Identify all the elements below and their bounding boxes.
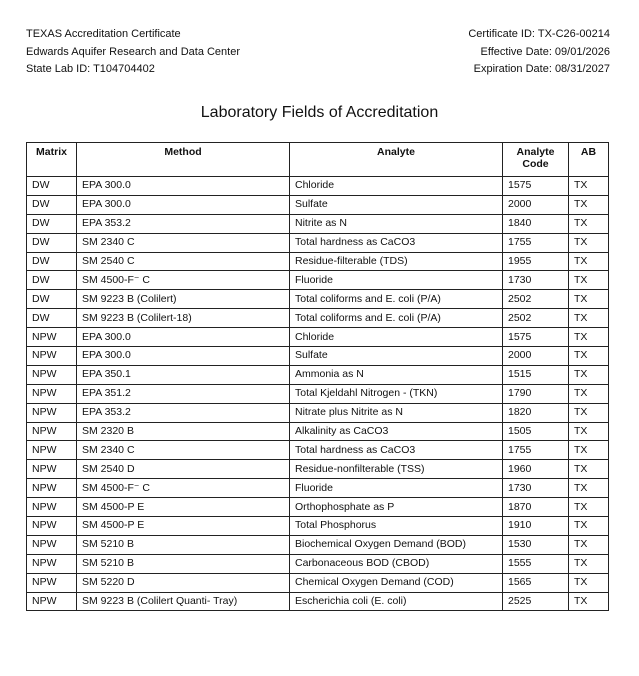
cell-ab: TX — [569, 535, 609, 554]
table-row — [27, 441, 609, 460]
cell-analyte-code: 1575 — [503, 177, 569, 196]
effective-date: Effective Date: 09/01/2026 — [480, 45, 610, 58]
cell-matrix: NPW — [27, 517, 77, 536]
cell-ab: TX — [569, 422, 609, 441]
cell-analyte-code: 1840 — [503, 214, 569, 233]
cell-method: SM 5210 B — [77, 535, 290, 554]
cell-method: SM 4500-F⁻ C — [77, 271, 290, 290]
cell-ab: TX — [569, 592, 609, 611]
cell-analyte-code: 1955 — [503, 252, 569, 271]
cell-matrix: DW — [27, 214, 77, 233]
table-row — [27, 328, 609, 347]
cell-analyte-code: 1820 — [503, 403, 569, 422]
table-row — [27, 479, 609, 498]
cell-ab: TX — [569, 573, 609, 592]
cell-method: EPA 353.2 — [77, 403, 290, 422]
table-row — [27, 498, 609, 517]
cell-matrix: NPW — [27, 441, 77, 460]
cell-matrix: DW — [27, 271, 77, 290]
certificate-info — [468, 26, 610, 79]
cell-method: SM 5210 B — [77, 554, 290, 573]
cell-analyte-code: 1755 — [503, 441, 569, 460]
table-row — [27, 271, 609, 290]
cell-ab: TX — [569, 365, 609, 384]
table-header — [27, 143, 609, 177]
cell-matrix: DW — [27, 290, 77, 309]
cell-analyte: Biochemical Oxygen Demand (BOD) — [290, 535, 503, 554]
table-row — [27, 535, 609, 554]
cell-method: EPA 350.1 — [77, 365, 290, 384]
cell-matrix: NPW — [27, 422, 77, 441]
cell-analyte-code: 1575 — [503, 328, 569, 347]
cell-method: EPA 300.0 — [77, 177, 290, 196]
expiration-date: Expiration Date: 08/31/2027 — [473, 63, 610, 75]
cell-matrix: NPW — [27, 460, 77, 479]
cell-analyte: Total Kjeldahl Nitrogen - (TKN) — [290, 384, 503, 403]
table-row — [27, 233, 609, 252]
certificate-id: Certificate ID: TX-C26-00214 — [468, 28, 610, 40]
cell-ab: TX — [569, 384, 609, 403]
cell-matrix: NPW — [27, 384, 77, 403]
cell-analyte-code: 2502 — [503, 290, 569, 309]
certificate-type: TEXAS Accreditation Certificate — [26, 28, 181, 40]
lab-name: Edwards Aquifer Research and Data Center — [26, 45, 241, 58]
cell-analyte: Escherichia coli (E. coli) — [290, 592, 503, 611]
lab-info — [26, 26, 240, 79]
cell-matrix: NPW — [27, 498, 77, 517]
cell-analyte-code: 1730 — [503, 271, 569, 290]
cell-analyte-code: 1755 — [503, 233, 569, 252]
cell-analyte: Alkalinity as CaCO3 — [290, 422, 503, 441]
table-row — [27, 384, 609, 403]
cell-ab: TX — [569, 290, 609, 309]
cell-analyte-code: 1910 — [503, 517, 569, 536]
cell-analyte: Total hardness as CaCO3 — [290, 233, 503, 252]
cell-matrix: DW — [27, 233, 77, 252]
cell-matrix: NPW — [27, 365, 77, 384]
cell-matrix: DW — [27, 252, 77, 271]
cell-ab: TX — [569, 195, 609, 214]
cell-analyte-code: 1555 — [503, 554, 569, 573]
cell-ab: TX — [569, 498, 609, 517]
cell-analyte: Chloride — [290, 328, 503, 347]
cell-analyte: Carbonaceous BOD (CBOD) — [290, 554, 503, 573]
table-row — [27, 347, 609, 366]
cell-ab: TX — [569, 177, 609, 196]
column-header-analyte: Analyte — [290, 143, 503, 177]
cell-ab: TX — [569, 328, 609, 347]
cell-method: SM 9223 B (Colilert Quanti- Tray) — [77, 592, 290, 611]
column-header-method: Method — [77, 143, 290, 177]
cell-analyte: Ammonia as N — [290, 365, 503, 384]
table-row — [27, 290, 609, 309]
cell-analyte: Fluoride — [290, 479, 503, 498]
cell-analyte: Total hardness as CaCO3 — [290, 441, 503, 460]
cell-matrix: NPW — [27, 554, 77, 573]
cell-ab: TX — [569, 347, 609, 366]
cell-matrix: DW — [27, 309, 77, 328]
cell-method: EPA 300.0 — [77, 328, 290, 347]
cell-ab: TX — [569, 271, 609, 290]
table-row — [27, 592, 609, 611]
cell-analyte: Sulfate — [290, 347, 503, 366]
cell-analyte: Chloride — [290, 177, 503, 196]
cell-method: SM 4500-P E — [77, 498, 290, 517]
cell-matrix: NPW — [27, 328, 77, 347]
table-row — [27, 403, 609, 422]
table-row — [27, 460, 609, 479]
cell-analyte-code: 2000 — [503, 195, 569, 214]
cell-ab: TX — [569, 233, 609, 252]
table-row — [27, 309, 609, 328]
cell-method: SM 2540 D — [77, 460, 290, 479]
cell-matrix: NPW — [27, 347, 77, 366]
cell-method: SM 9223 B (Colilert) — [77, 290, 290, 309]
table-row — [27, 573, 609, 592]
table-row — [27, 554, 609, 573]
cell-method: SM 2340 C — [77, 441, 290, 460]
cell-analyte: Sulfate — [290, 195, 503, 214]
cell-ab: TX — [569, 554, 609, 573]
cell-matrix: NPW — [27, 403, 77, 422]
cell-ab: TX — [569, 214, 609, 233]
table-row — [27, 252, 609, 271]
cell-analyte-code: 1870 — [503, 498, 569, 517]
page-title: Laboratory Fields of Accreditation — [200, 104, 439, 121]
table-row — [27, 195, 609, 214]
cell-analyte: Nitrite as N — [290, 214, 503, 233]
table-row — [27, 517, 609, 536]
cell-ab: TX — [569, 479, 609, 498]
header-row — [27, 143, 609, 177]
cell-method: SM 2540 C — [77, 252, 290, 271]
cell-analyte-code: 2000 — [503, 347, 569, 366]
column-header-matrix: Matrix — [27, 143, 77, 177]
cell-analyte: Residue-nonfilterable (TSS) — [290, 460, 503, 479]
cell-method: SM 5220 D — [77, 573, 290, 592]
cell-analyte: Total Phosphorus — [290, 517, 503, 536]
cell-ab: TX — [569, 309, 609, 328]
cell-analyte: Chemical Oxygen Demand (COD) — [290, 573, 503, 592]
column-header-ab: AB — [569, 143, 609, 177]
cell-analyte: Total coliforms and E. coli (P/A) — [290, 290, 503, 309]
cell-analyte: Total coliforms and E. coli (P/A) — [290, 309, 503, 328]
cell-analyte: Nitrate plus Nitrite as N — [290, 403, 503, 422]
cell-analyte-code: 1530 — [503, 535, 569, 554]
cell-matrix: DW — [27, 177, 77, 196]
cell-ab: TX — [569, 403, 609, 422]
cell-matrix: DW — [27, 195, 77, 214]
cell-analyte-code: 1790 — [503, 384, 569, 403]
cell-analyte-code: 1565 — [503, 573, 569, 592]
cell-analyte-code: 2525 — [503, 592, 569, 611]
cell-matrix: NPW — [27, 479, 77, 498]
cell-analyte: Orthophosphate as P — [290, 498, 503, 517]
cell-method: SM 2320 B — [77, 422, 290, 441]
cell-analyte-code: 1505 — [503, 422, 569, 441]
cell-analyte-code: 2502 — [503, 309, 569, 328]
table-body — [27, 177, 609, 611]
table-row — [27, 365, 609, 384]
accreditation-table — [26, 142, 609, 611]
cell-ab: TX — [569, 460, 609, 479]
cell-matrix: NPW — [27, 592, 77, 611]
cell-method: EPA 353.2 — [77, 214, 290, 233]
state-lab-id: State Lab ID: T104704402 — [26, 63, 155, 75]
cell-ab: TX — [569, 517, 609, 536]
cell-ab: TX — [569, 252, 609, 271]
cell-matrix: NPW — [27, 573, 77, 592]
cell-method: EPA 300.0 — [77, 347, 290, 366]
cell-matrix: NPW — [27, 535, 77, 554]
column-header-analyte-code-label: Analyte Code — [516, 146, 555, 170]
table-row — [27, 214, 609, 233]
cell-method: SM 4500-P E — [77, 517, 290, 536]
cell-ab: TX — [569, 441, 609, 460]
cell-method: SM 2340 C — [77, 233, 290, 252]
certificate-header — [26, 26, 610, 80]
cell-method: SM 9223 B (Colilert-18) — [77, 309, 290, 328]
table-row — [27, 177, 609, 196]
cell-analyte-code: 1730 — [503, 479, 569, 498]
column-header-analyte-code — [503, 143, 569, 177]
cell-analyte: Residue-filterable (TDS) — [290, 252, 503, 271]
table-row — [27, 422, 609, 441]
cell-analyte: Fluoride — [290, 271, 503, 290]
cell-method: SM 4500-F⁻ C — [77, 479, 290, 498]
cell-method: EPA 300.0 — [77, 195, 290, 214]
cell-analyte-code: 1515 — [503, 365, 569, 384]
cell-method: EPA 351.2 — [77, 384, 290, 403]
cell-analyte-code: 1960 — [503, 460, 569, 479]
